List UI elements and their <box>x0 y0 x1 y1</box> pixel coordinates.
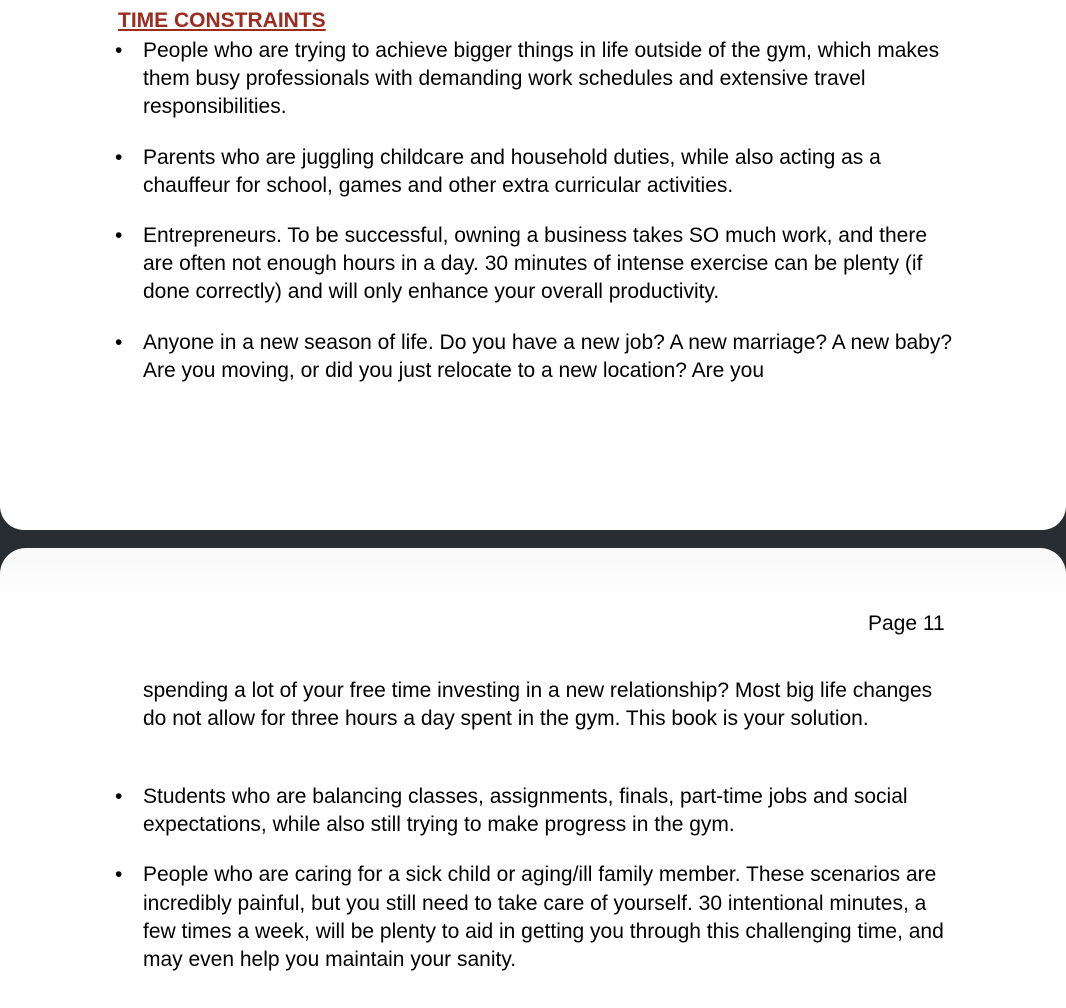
bullet-icon: • <box>115 39 123 62</box>
bullet-icon: • <box>115 330 123 354</box>
list-item-text: Entrepreneurs. To be successful, owning a business takes SO much work, and there are often not enough hours in a day. 30 minutes of intense exercise can be plenty (if done correctly) and will only enhance your overall productivity. <box>143 224 928 304</box>
list-item <box>0 861 953 974</box>
list-item-text: Parents who are juggling childcare and household duties, while also acting as a chauffeur for school, games and other extra curricular activities. <box>143 145 881 197</box>
bullet-icon: • <box>115 785 123 808</box>
list-item-text: Anyone in a new season of life. Do you have a new job? A new marriage? A new baby? Are you moving, or did you just relocate to a new location? Are you <box>143 330 953 382</box>
bullet-list <box>0 783 1066 996</box>
list-item <box>0 783 953 839</box>
list-item <box>0 329 953 385</box>
list-item-text: Students who are balancing classes, assignments, finals, part-time jobs and social expectations, while also still trying to make progress in the gym. <box>143 785 908 837</box>
list-item <box>0 37 953 122</box>
continued-paragraph: spending a lot of your free time investing in a new relationship? Most big life changes do not allow for three hours a day spent in the gym. This book is your solution. <box>143 679 933 731</box>
bullet-icon: • <box>115 224 123 248</box>
list-item-text: People who are trying to achieve bigger things in life outside of the gym, which makes them busy professionals with demanding work schedules and extensive travel responsibilities. <box>143 39 940 119</box>
section-heading: TIME CONSTRAINTS <box>118 9 326 32</box>
document-page-bottom <box>0 548 1066 1008</box>
list-item-text: People who are caring for a sick child or aging/ill family member. These scenarios are incredibly painful, but you still need to take care of yourself. 30 intentional minutes, a few times a week, will be plenty to aid in getting you through this challenging time, and may even help you maintain your sanity. <box>143 863 944 972</box>
list-item <box>0 144 953 200</box>
bullet-icon: • <box>115 863 123 887</box>
bullet-icon: • <box>115 145 123 169</box>
bullet-list <box>0 37 1066 407</box>
page-number: Page 11 <box>868 612 945 635</box>
list-item <box>0 222 953 307</box>
